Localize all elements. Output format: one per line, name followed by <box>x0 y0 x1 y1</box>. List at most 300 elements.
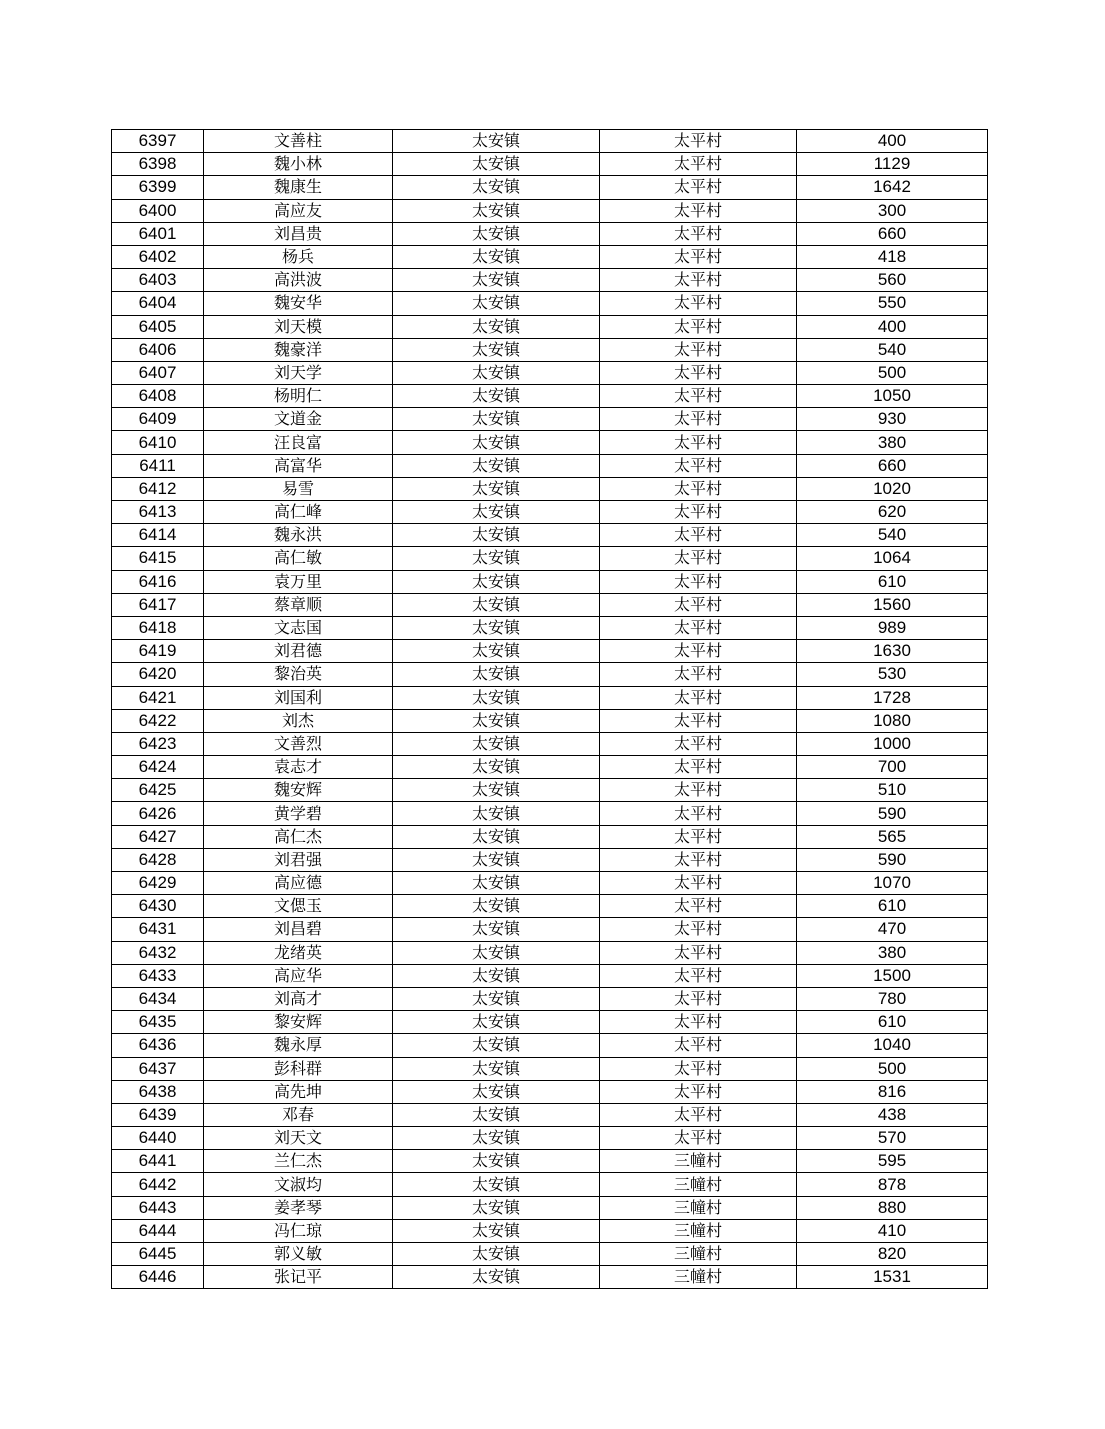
row-number-cell: 6428 <box>112 848 204 871</box>
amount-cell: 930 <box>797 408 988 431</box>
name-cell: 杨明仁 <box>204 385 393 408</box>
village-cell: 太平村 <box>600 663 797 686</box>
name-cell: 高仁杰 <box>204 825 393 848</box>
name-cell: 高应德 <box>204 872 393 895</box>
village-cell: 太平村 <box>600 385 797 408</box>
table-row <box>112 941 988 964</box>
name-cell: 刘天模 <box>204 315 393 338</box>
amount-cell: 700 <box>797 756 988 779</box>
name-cell: 刘杰 <box>204 709 393 732</box>
town-cell: 太安镇 <box>393 941 600 964</box>
row-number-cell: 6418 <box>112 616 204 639</box>
village-cell: 太平村 <box>600 872 797 895</box>
town-cell: 太安镇 <box>393 663 600 686</box>
row-number-cell: 6415 <box>112 547 204 570</box>
town-cell: 太安镇 <box>393 1266 600 1289</box>
town-cell: 太安镇 <box>393 1080 600 1103</box>
table-row <box>112 292 988 315</box>
amount-cell: 570 <box>797 1127 988 1150</box>
village-cell: 太平村 <box>600 524 797 547</box>
town-cell: 太安镇 <box>393 802 600 825</box>
name-cell: 魏豪洋 <box>204 338 393 361</box>
name-cell: 姜孝琴 <box>204 1196 393 1219</box>
town-cell: 太安镇 <box>393 872 600 895</box>
table-row <box>112 454 988 477</box>
town-cell: 太安镇 <box>393 1173 600 1196</box>
amount-cell: 1728 <box>797 686 988 709</box>
data-table <box>111 129 988 1289</box>
village-cell: 三幢村 <box>600 1150 797 1173</box>
town-cell: 太安镇 <box>393 570 600 593</box>
amount-cell: 500 <box>797 1057 988 1080</box>
row-number-cell: 6431 <box>112 918 204 941</box>
row-number-cell: 6422 <box>112 709 204 732</box>
table-row <box>112 361 988 384</box>
table-row <box>112 1080 988 1103</box>
village-cell: 太平村 <box>600 431 797 454</box>
town-cell: 太安镇 <box>393 176 600 199</box>
town-cell: 太安镇 <box>393 199 600 222</box>
name-cell: 刘国利 <box>204 686 393 709</box>
amount-cell: 1050 <box>797 385 988 408</box>
village-cell: 太平村 <box>600 802 797 825</box>
name-cell: 高仁敏 <box>204 547 393 570</box>
table-row <box>112 385 988 408</box>
name-cell: 文道金 <box>204 408 393 431</box>
table-row <box>112 709 988 732</box>
name-cell: 魏康生 <box>204 176 393 199</box>
table-row <box>112 593 988 616</box>
town-cell: 太安镇 <box>393 130 600 153</box>
town-cell: 太安镇 <box>393 593 600 616</box>
amount-cell: 1064 <box>797 547 988 570</box>
amount-cell: 1630 <box>797 640 988 663</box>
table-row <box>112 616 988 639</box>
village-cell: 三幢村 <box>600 1173 797 1196</box>
amount-cell: 660 <box>797 222 988 245</box>
name-cell: 刘君强 <box>204 848 393 871</box>
table-row <box>112 1103 988 1126</box>
town-cell: 太安镇 <box>393 964 600 987</box>
town-cell: 太安镇 <box>393 431 600 454</box>
amount-cell: 1642 <box>797 176 988 199</box>
village-cell: 太平村 <box>600 130 797 153</box>
town-cell: 太安镇 <box>393 524 600 547</box>
name-cell: 魏永厚 <box>204 1034 393 1057</box>
village-cell: 太平村 <box>600 199 797 222</box>
village-cell: 太平村 <box>600 570 797 593</box>
row-number-cell: 6417 <box>112 593 204 616</box>
amount-cell: 620 <box>797 501 988 524</box>
row-number-cell: 6423 <box>112 732 204 755</box>
row-number-cell: 6441 <box>112 1150 204 1173</box>
amount-cell: 878 <box>797 1173 988 1196</box>
row-number-cell: 6406 <box>112 338 204 361</box>
village-cell: 太平村 <box>600 454 797 477</box>
row-number-cell: 6436 <box>112 1034 204 1057</box>
town-cell: 太安镇 <box>393 1057 600 1080</box>
amount-cell: 1080 <box>797 709 988 732</box>
village-cell: 太平村 <box>600 222 797 245</box>
amount-cell: 610 <box>797 570 988 593</box>
row-number-cell: 6412 <box>112 477 204 500</box>
town-cell: 太安镇 <box>393 269 600 292</box>
table-row <box>112 779 988 802</box>
amount-cell: 610 <box>797 1011 988 1034</box>
town-cell: 太安镇 <box>393 640 600 663</box>
row-number-cell: 6426 <box>112 802 204 825</box>
town-cell: 太安镇 <box>393 1243 600 1266</box>
row-number-cell: 6429 <box>112 872 204 895</box>
amount-cell: 590 <box>797 802 988 825</box>
town-cell: 太安镇 <box>393 1011 600 1034</box>
town-cell: 太安镇 <box>393 315 600 338</box>
amount-cell: 410 <box>797 1219 988 1242</box>
village-cell: 太平村 <box>600 895 797 918</box>
amount-cell: 565 <box>797 825 988 848</box>
table-body <box>112 130 988 1289</box>
row-number-cell: 6433 <box>112 964 204 987</box>
town-cell: 太安镇 <box>393 361 600 384</box>
row-number-cell: 6444 <box>112 1219 204 1242</box>
row-number-cell: 6424 <box>112 756 204 779</box>
name-cell: 文志国 <box>204 616 393 639</box>
amount-cell: 500 <box>797 361 988 384</box>
table-row <box>112 408 988 431</box>
town-cell: 太安镇 <box>393 1150 600 1173</box>
row-number-cell: 6419 <box>112 640 204 663</box>
row-number-cell: 6413 <box>112 501 204 524</box>
amount-cell: 1070 <box>797 872 988 895</box>
table-row <box>112 245 988 268</box>
row-number-cell: 6398 <box>112 153 204 176</box>
name-cell: 文偲玉 <box>204 895 393 918</box>
amount-cell: 1129 <box>797 153 988 176</box>
town-cell: 太安镇 <box>393 825 600 848</box>
row-number-cell: 6446 <box>112 1266 204 1289</box>
town-cell: 太安镇 <box>393 477 600 500</box>
table-row <box>112 338 988 361</box>
amount-cell: 1020 <box>797 477 988 500</box>
row-number-cell: 6439 <box>112 1103 204 1126</box>
village-cell: 太平村 <box>600 686 797 709</box>
row-number-cell: 6410 <box>112 431 204 454</box>
village-cell: 太平村 <box>600 779 797 802</box>
village-cell: 太平村 <box>600 709 797 732</box>
village-cell: 太平村 <box>600 338 797 361</box>
village-cell: 太平村 <box>600 269 797 292</box>
village-cell: 太平村 <box>600 501 797 524</box>
name-cell: 刘高才 <box>204 987 393 1010</box>
row-number-cell: 6416 <box>112 570 204 593</box>
name-cell: 刘君德 <box>204 640 393 663</box>
name-cell: 高洪波 <box>204 269 393 292</box>
amount-cell: 820 <box>797 1243 988 1266</box>
name-cell: 易雪 <box>204 477 393 500</box>
name-cell: 刘天文 <box>204 1127 393 1150</box>
town-cell: 太安镇 <box>393 222 600 245</box>
table-row <box>112 756 988 779</box>
village-cell: 太平村 <box>600 315 797 338</box>
village-cell: 太平村 <box>600 593 797 616</box>
row-number-cell: 6400 <box>112 199 204 222</box>
table-row <box>112 199 988 222</box>
table-row <box>112 895 988 918</box>
town-cell: 太安镇 <box>393 732 600 755</box>
row-number-cell: 6408 <box>112 385 204 408</box>
amount-cell: 590 <box>797 848 988 871</box>
town-cell: 太安镇 <box>393 779 600 802</box>
town-cell: 太安镇 <box>393 292 600 315</box>
table-row <box>112 964 988 987</box>
amount-cell: 1560 <box>797 593 988 616</box>
row-number-cell: 6438 <box>112 1080 204 1103</box>
village-cell: 太平村 <box>600 1011 797 1034</box>
village-cell: 太平村 <box>600 1080 797 1103</box>
town-cell: 太安镇 <box>393 848 600 871</box>
table-row <box>112 848 988 871</box>
town-cell: 太安镇 <box>393 153 600 176</box>
village-cell: 太平村 <box>600 1034 797 1057</box>
town-cell: 太安镇 <box>393 616 600 639</box>
row-number-cell: 6427 <box>112 825 204 848</box>
row-number-cell: 6397 <box>112 130 204 153</box>
village-cell: 三幢村 <box>600 1219 797 1242</box>
amount-cell: 550 <box>797 292 988 315</box>
town-cell: 太安镇 <box>393 547 600 570</box>
table-row <box>112 176 988 199</box>
name-cell: 冯仁琼 <box>204 1219 393 1242</box>
name-cell: 张记平 <box>204 1266 393 1289</box>
town-cell: 太安镇 <box>393 245 600 268</box>
table-row <box>112 222 988 245</box>
amount-cell: 780 <box>797 987 988 1010</box>
village-cell: 太平村 <box>600 361 797 384</box>
name-cell: 汪良富 <box>204 431 393 454</box>
amount-cell: 1000 <box>797 732 988 755</box>
table-row <box>112 825 988 848</box>
row-number-cell: 6409 <box>112 408 204 431</box>
town-cell: 太安镇 <box>393 1127 600 1150</box>
table-row <box>112 663 988 686</box>
village-cell: 太平村 <box>600 477 797 500</box>
table-row <box>112 732 988 755</box>
name-cell: 袁志才 <box>204 756 393 779</box>
table-row <box>112 1266 988 1289</box>
town-cell: 太安镇 <box>393 501 600 524</box>
amount-cell: 380 <box>797 431 988 454</box>
amount-cell: 400 <box>797 130 988 153</box>
amount-cell: 1531 <box>797 1266 988 1289</box>
table-row <box>112 269 988 292</box>
village-cell: 太平村 <box>600 408 797 431</box>
table-row <box>112 1127 988 1150</box>
village-cell: 太平村 <box>600 292 797 315</box>
town-cell: 太安镇 <box>393 709 600 732</box>
village-cell: 太平村 <box>600 825 797 848</box>
village-cell: 太平村 <box>600 176 797 199</box>
table-row <box>112 1196 988 1219</box>
name-cell: 邓春 <box>204 1103 393 1126</box>
town-cell: 太安镇 <box>393 1219 600 1242</box>
table-row <box>112 1150 988 1173</box>
row-number-cell: 6421 <box>112 686 204 709</box>
name-cell: 文淑均 <box>204 1173 393 1196</box>
village-cell: 太平村 <box>600 756 797 779</box>
row-number-cell: 6443 <box>112 1196 204 1219</box>
town-cell: 太安镇 <box>393 1103 600 1126</box>
table-row <box>112 501 988 524</box>
village-cell: 太平村 <box>600 964 797 987</box>
table-row <box>112 1173 988 1196</box>
table-row <box>112 315 988 338</box>
row-number-cell: 6411 <box>112 454 204 477</box>
amount-cell: 510 <box>797 779 988 802</box>
table-row <box>112 477 988 500</box>
amount-cell: 418 <box>797 245 988 268</box>
amount-cell: 540 <box>797 338 988 361</box>
name-cell: 魏小林 <box>204 153 393 176</box>
amount-cell: 560 <box>797 269 988 292</box>
village-cell: 太平村 <box>600 918 797 941</box>
name-cell: 高富华 <box>204 454 393 477</box>
amount-cell: 989 <box>797 616 988 639</box>
amount-cell: 380 <box>797 941 988 964</box>
name-cell: 刘天学 <box>204 361 393 384</box>
name-cell: 龙绪英 <box>204 941 393 964</box>
amount-cell: 880 <box>797 1196 988 1219</box>
table-row <box>112 686 988 709</box>
table-row <box>112 918 988 941</box>
row-number-cell: 6414 <box>112 524 204 547</box>
table-row <box>112 1034 988 1057</box>
town-cell: 太安镇 <box>393 756 600 779</box>
row-number-cell: 6425 <box>112 779 204 802</box>
table-row <box>112 640 988 663</box>
town-cell: 太安镇 <box>393 408 600 431</box>
name-cell: 黎治英 <box>204 663 393 686</box>
amount-cell: 1500 <box>797 964 988 987</box>
row-number-cell: 6442 <box>112 1173 204 1196</box>
village-cell: 太平村 <box>600 941 797 964</box>
table-row <box>112 1243 988 1266</box>
row-number-cell: 6403 <box>112 269 204 292</box>
name-cell: 黄学碧 <box>204 802 393 825</box>
table-row <box>112 547 988 570</box>
village-cell: 太平村 <box>600 1103 797 1126</box>
name-cell: 文善柱 <box>204 130 393 153</box>
table-row <box>112 153 988 176</box>
name-cell: 文善烈 <box>204 732 393 755</box>
amount-cell: 660 <box>797 454 988 477</box>
name-cell: 刘昌贵 <box>204 222 393 245</box>
village-cell: 太平村 <box>600 547 797 570</box>
village-cell: 三幢村 <box>600 1243 797 1266</box>
amount-cell: 400 <box>797 315 988 338</box>
amount-cell: 438 <box>797 1103 988 1126</box>
table-row <box>112 1057 988 1080</box>
row-number-cell: 6404 <box>112 292 204 315</box>
name-cell: 袁万里 <box>204 570 393 593</box>
name-cell: 魏永洪 <box>204 524 393 547</box>
name-cell: 杨兵 <box>204 245 393 268</box>
name-cell: 高先坤 <box>204 1080 393 1103</box>
village-cell: 太平村 <box>600 987 797 1010</box>
table-row <box>112 431 988 454</box>
row-number-cell: 6440 <box>112 1127 204 1150</box>
table-row <box>112 802 988 825</box>
row-number-cell: 6401 <box>112 222 204 245</box>
town-cell: 太安镇 <box>393 338 600 361</box>
name-cell: 高应友 <box>204 199 393 222</box>
name-cell: 魏安华 <box>204 292 393 315</box>
village-cell: 太平村 <box>600 848 797 871</box>
town-cell: 太安镇 <box>393 987 600 1010</box>
row-number-cell: 6407 <box>112 361 204 384</box>
amount-cell: 300 <box>797 199 988 222</box>
name-cell: 刘昌碧 <box>204 918 393 941</box>
amount-cell: 595 <box>797 1150 988 1173</box>
town-cell: 太安镇 <box>393 895 600 918</box>
row-number-cell: 6420 <box>112 663 204 686</box>
table-row <box>112 872 988 895</box>
amount-cell: 470 <box>797 918 988 941</box>
table-row <box>112 987 988 1010</box>
town-cell: 太安镇 <box>393 1196 600 1219</box>
village-cell: 三幢村 <box>600 1266 797 1289</box>
row-number-cell: 6430 <box>112 895 204 918</box>
town-cell: 太安镇 <box>393 686 600 709</box>
village-cell: 太平村 <box>600 640 797 663</box>
amount-cell: 540 <box>797 524 988 547</box>
name-cell: 蔡章顺 <box>204 593 393 616</box>
table-row <box>112 524 988 547</box>
table-row <box>112 570 988 593</box>
name-cell: 高仁峰 <box>204 501 393 524</box>
row-number-cell: 6435 <box>112 1011 204 1034</box>
table-row <box>112 1011 988 1034</box>
village-cell: 三幢村 <box>600 1196 797 1219</box>
row-number-cell: 6437 <box>112 1057 204 1080</box>
town-cell: 太安镇 <box>393 385 600 408</box>
name-cell: 兰仁杰 <box>204 1150 393 1173</box>
name-cell: 郭义敏 <box>204 1243 393 1266</box>
name-cell: 黎安辉 <box>204 1011 393 1034</box>
village-cell: 太平村 <box>600 732 797 755</box>
row-number-cell: 6399 <box>112 176 204 199</box>
town-cell: 太安镇 <box>393 918 600 941</box>
amount-cell: 816 <box>797 1080 988 1103</box>
town-cell: 太安镇 <box>393 454 600 477</box>
row-number-cell: 6405 <box>112 315 204 338</box>
row-number-cell: 6434 <box>112 987 204 1010</box>
village-cell: 太平村 <box>600 616 797 639</box>
village-cell: 太平村 <box>600 245 797 268</box>
amount-cell: 1040 <box>797 1034 988 1057</box>
row-number-cell: 6402 <box>112 245 204 268</box>
table-row <box>112 1219 988 1242</box>
table-row <box>112 130 988 153</box>
amount-cell: 530 <box>797 663 988 686</box>
village-cell: 太平村 <box>600 1057 797 1080</box>
village-cell: 太平村 <box>600 1127 797 1150</box>
name-cell: 彭科群 <box>204 1057 393 1080</box>
town-cell: 太安镇 <box>393 1034 600 1057</box>
village-cell: 太平村 <box>600 153 797 176</box>
name-cell: 魏安辉 <box>204 779 393 802</box>
amount-cell: 610 <box>797 895 988 918</box>
row-number-cell: 6432 <box>112 941 204 964</box>
